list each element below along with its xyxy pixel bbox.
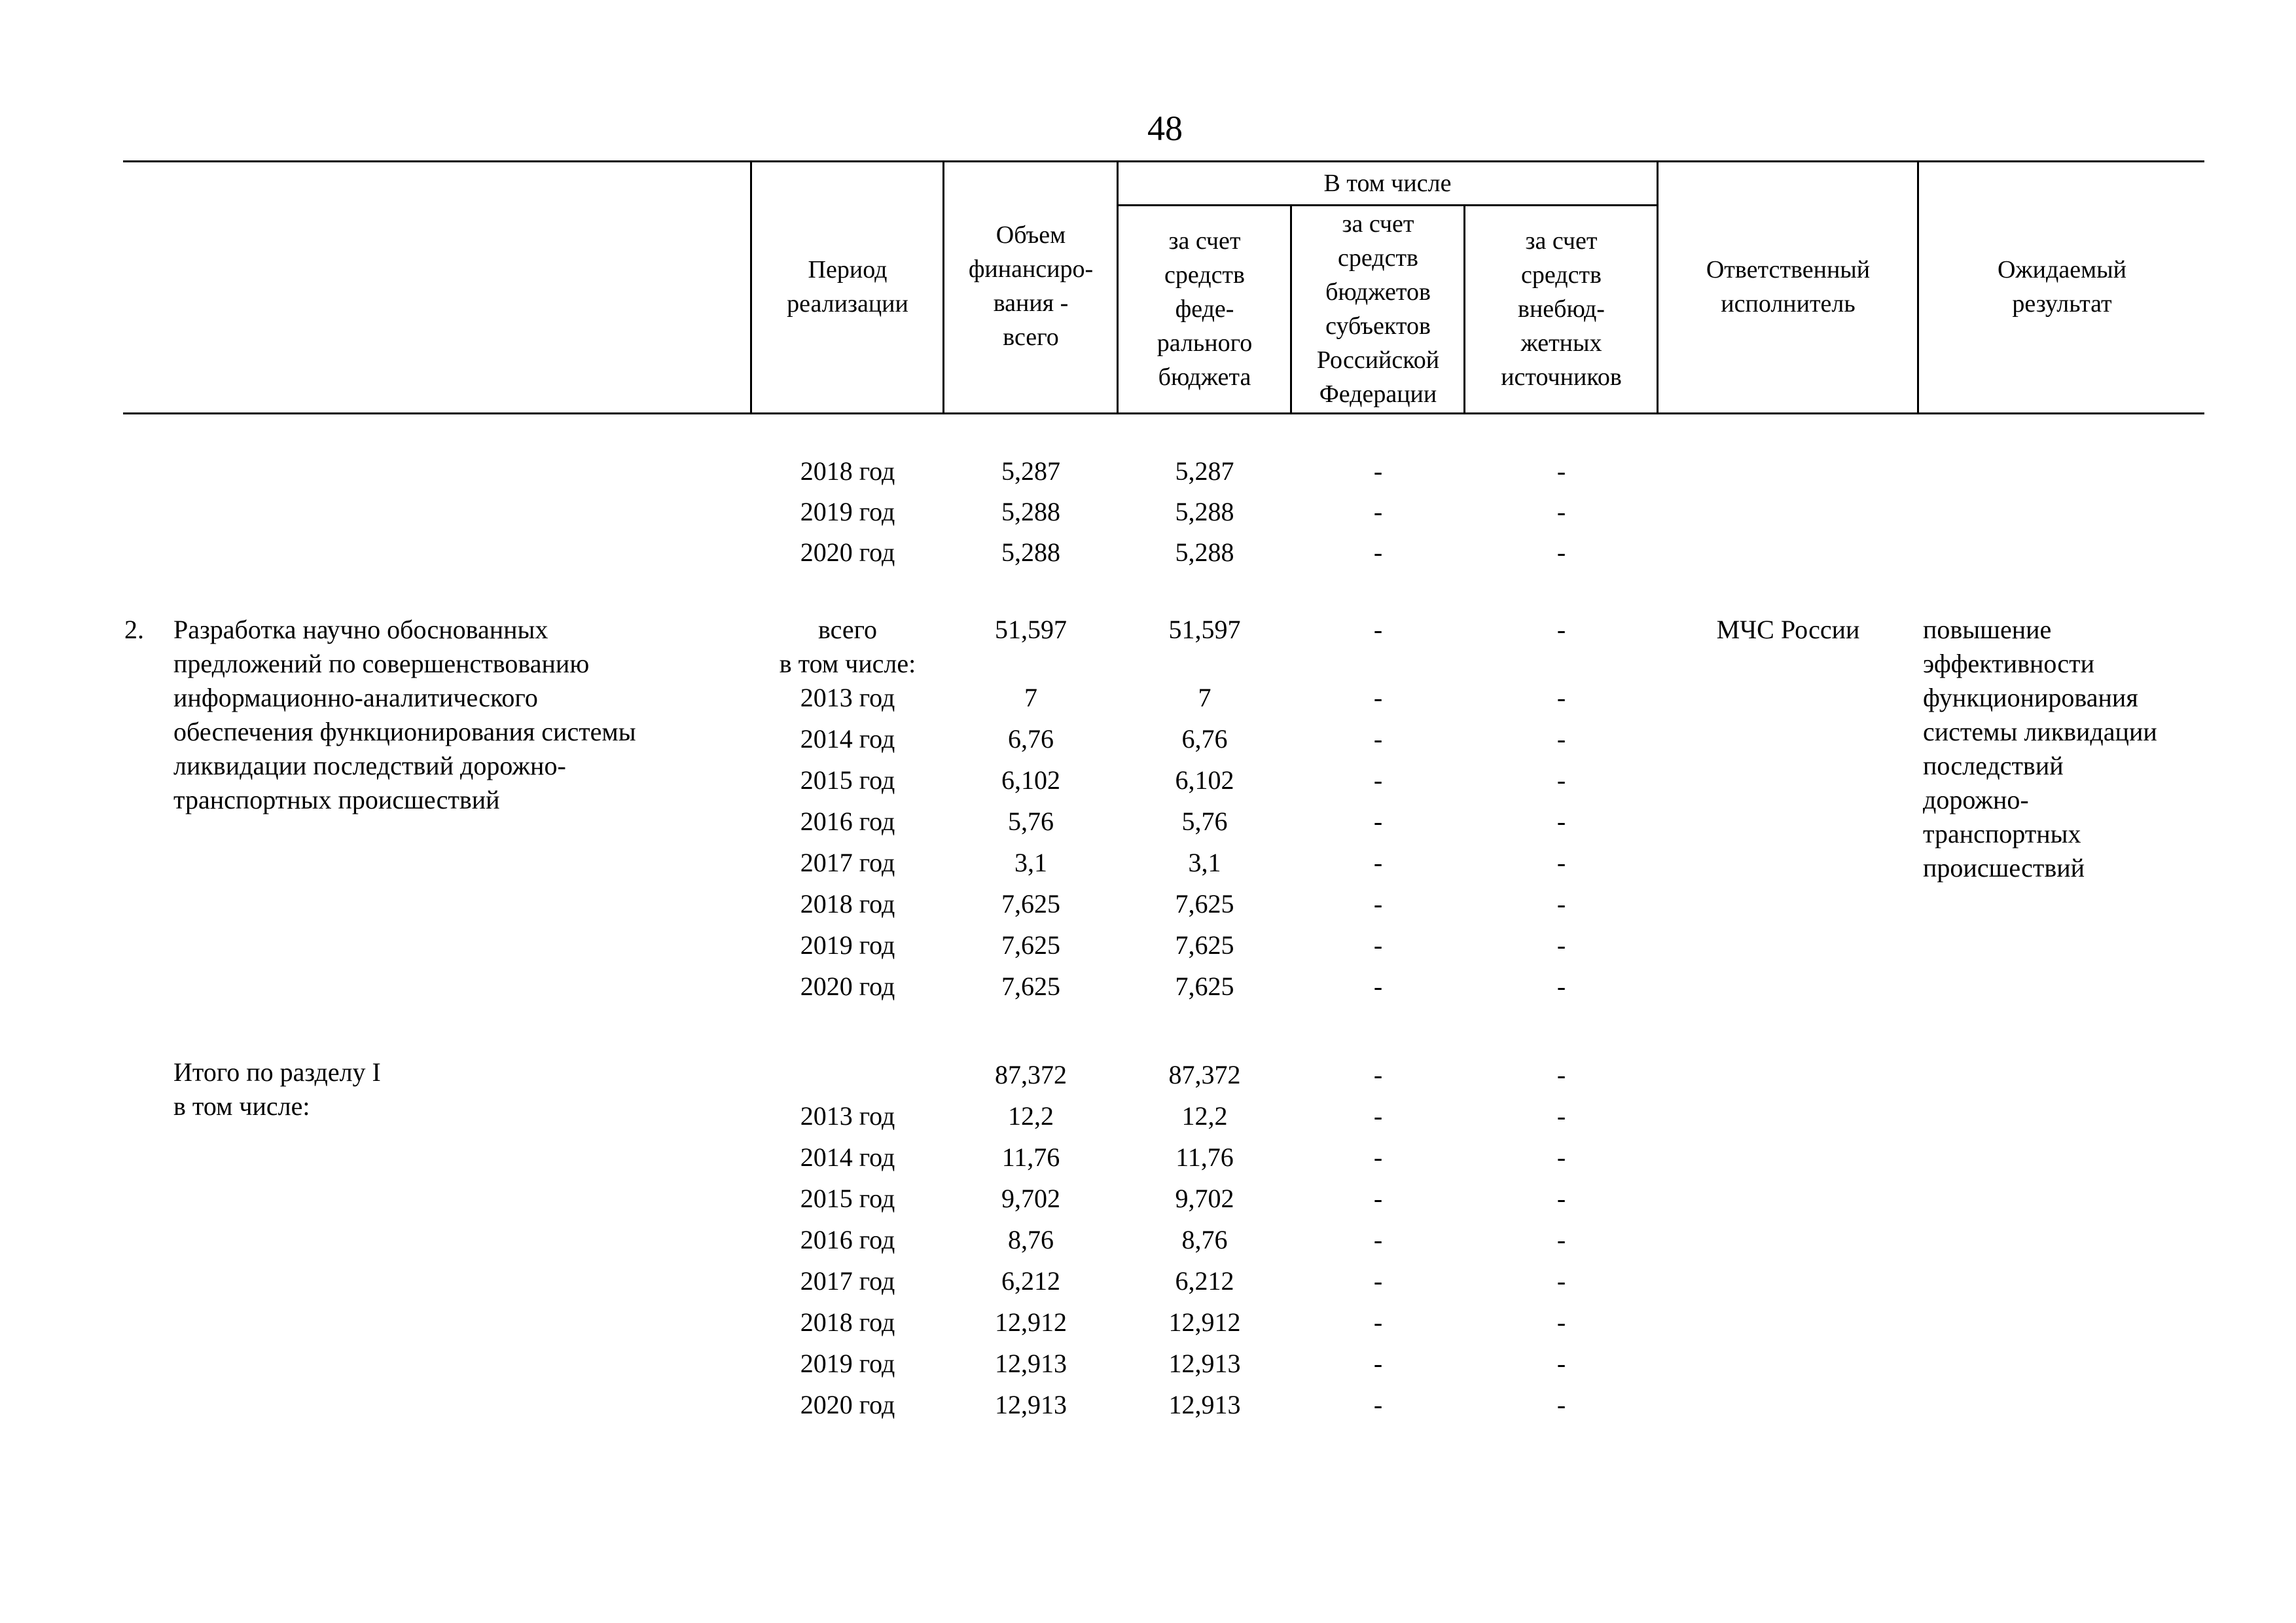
federal-cell: 5,288 bbox=[1175, 538, 1234, 567]
period-cell: 2020 год bbox=[800, 538, 895, 567]
period-cell: 2020 год bbox=[800, 1390, 895, 1419]
table-row bbox=[0, 1099, 2296, 1140]
period-cell: 2016 год bbox=[800, 807, 895, 836]
header-divider bbox=[1917, 160, 1919, 414]
federal-cell: 7,625 bbox=[1175, 930, 1234, 960]
federal-cell: 3,1 bbox=[1188, 848, 1221, 877]
regional-cell: - bbox=[1373, 807, 1383, 836]
period-cell: 2014 год bbox=[800, 724, 895, 754]
federal-cell: 6,102 bbox=[1175, 765, 1234, 795]
regional-cell: - bbox=[1373, 724, 1383, 754]
period-cell: 2018 год bbox=[800, 456, 895, 486]
header-volume: Объем финансиро- вания - всего bbox=[968, 221, 1094, 351]
regional-cell: - bbox=[1373, 1060, 1383, 1089]
extra-cell: - bbox=[1556, 1225, 1566, 1254]
table-row bbox=[0, 536, 2296, 576]
federal-cell: 6,212 bbox=[1175, 1266, 1234, 1296]
table-row bbox=[0, 681, 2296, 721]
period-cell: 2016 год bbox=[800, 1225, 895, 1254]
extra-cell: - bbox=[1556, 1266, 1566, 1296]
table-row bbox=[0, 1388, 2296, 1429]
period-cell: 2018 год bbox=[800, 1307, 895, 1337]
period-cell: 2017 год bbox=[800, 848, 895, 877]
period-cell: 2013 год bbox=[800, 1101, 895, 1131]
header-bottom-rule bbox=[123, 412, 2204, 414]
total-cell: 5,288 bbox=[1001, 497, 1060, 526]
header-period: Период реализации bbox=[787, 256, 908, 318]
extra-cell: - bbox=[1556, 889, 1566, 919]
period-cell: 2019 год bbox=[800, 1349, 895, 1378]
total-cell: 11,76 bbox=[1001, 1142, 1060, 1172]
extra-cell: - bbox=[1556, 615, 1566, 644]
total-cell: 7,625 bbox=[1001, 889, 1060, 919]
federal-cell: 11,76 bbox=[1175, 1142, 1234, 1172]
extra-cell: - bbox=[1556, 1101, 1566, 1131]
federal-cell: 51,597 bbox=[1168, 615, 1241, 644]
header-regional: за счет средств бюджетов субъектов Российской Федерации bbox=[1316, 210, 1440, 408]
section-total-label: Итого по разделу I в том числе: bbox=[173, 1057, 381, 1121]
table-row bbox=[0, 970, 2296, 1010]
item-name: Разработка научно обоснованных предложений по совершенствованию информационно-аналитического обеспечения функционирования системы ликвидации последствий дорожно- транспортных происшествий bbox=[173, 615, 636, 814]
regional-cell: - bbox=[1373, 1349, 1383, 1378]
total-cell: 5,287 bbox=[1001, 456, 1060, 486]
period-cell: 2019 год bbox=[800, 497, 895, 526]
total-cell: 6,102 bbox=[1001, 765, 1060, 795]
extra-cell: - bbox=[1556, 930, 1566, 960]
regional-cell: - bbox=[1373, 456, 1383, 486]
table-row bbox=[0, 1264, 2296, 1305]
regional-cell: - bbox=[1373, 1225, 1383, 1254]
header-divider bbox=[1290, 204, 1292, 414]
header-divider bbox=[750, 160, 752, 414]
extra-cell: - bbox=[1556, 972, 1566, 1001]
table-row bbox=[0, 1182, 2296, 1222]
regional-cell: - bbox=[1373, 1307, 1383, 1337]
federal-cell: 9,702 bbox=[1175, 1184, 1234, 1213]
extra-cell: - bbox=[1556, 456, 1566, 486]
header-result: Ожидаемый результат bbox=[1997, 256, 2126, 318]
extra-cell: - bbox=[1556, 1307, 1566, 1337]
header-divider bbox=[1117, 160, 1119, 414]
period-cell: 2015 год bbox=[800, 765, 895, 795]
header-divider bbox=[1463, 204, 1465, 414]
extra-cell: - bbox=[1556, 1390, 1566, 1419]
regional-cell: - bbox=[1373, 615, 1383, 644]
period-cell: 2014 год bbox=[800, 1142, 895, 1172]
table-row bbox=[0, 1347, 2296, 1387]
header-extrabudget: за счет средств внебюд- жетных источников bbox=[1501, 227, 1622, 391]
table-row bbox=[0, 1140, 2296, 1181]
regional-cell: - bbox=[1373, 1266, 1383, 1296]
federal-cell: 5,287 bbox=[1175, 456, 1234, 486]
executor-cell: МЧС России bbox=[1716, 615, 1860, 644]
header-in-total-group: В том числе bbox=[1323, 170, 1452, 197]
federal-cell: 7,625 bbox=[1175, 889, 1234, 919]
total-cell: 12,912 bbox=[995, 1307, 1067, 1337]
regional-cell: - bbox=[1373, 497, 1383, 526]
extra-cell: - bbox=[1556, 1060, 1566, 1089]
federal-cell: 12,912 bbox=[1168, 1307, 1241, 1337]
extra-cell: - bbox=[1556, 683, 1566, 712]
table-row bbox=[0, 1223, 2296, 1264]
header-federal: за счет средств феде- рального бюджета bbox=[1157, 227, 1253, 391]
period-cell: 2020 год bbox=[800, 972, 895, 1001]
header-executor: Ответственный исполнитель bbox=[1706, 256, 1871, 318]
extra-cell: - bbox=[1556, 848, 1566, 877]
total-cell: 12,913 bbox=[995, 1390, 1067, 1419]
regional-cell: - bbox=[1373, 1390, 1383, 1419]
regional-cell: - bbox=[1373, 1142, 1383, 1172]
header-top-rule bbox=[123, 160, 2204, 162]
extra-cell: - bbox=[1556, 538, 1566, 567]
table-row bbox=[0, 1305, 2296, 1346]
extra-cell: - bbox=[1556, 1184, 1566, 1213]
extra-cell: - bbox=[1556, 807, 1566, 836]
table-row bbox=[0, 1058, 2296, 1099]
total-cell: 12,913 bbox=[995, 1349, 1067, 1378]
regional-cell: - bbox=[1373, 1184, 1383, 1213]
total-cell: 87,372 bbox=[995, 1060, 1067, 1089]
extra-cell: - bbox=[1556, 724, 1566, 754]
federal-cell: 5,76 bbox=[1181, 807, 1228, 836]
regional-cell: - bbox=[1373, 1101, 1383, 1131]
table-row bbox=[0, 846, 2296, 886]
period-cell: 2017 год bbox=[800, 1266, 895, 1296]
period-cell: 2018 год bbox=[800, 889, 895, 919]
regional-cell: - bbox=[1373, 765, 1383, 795]
federal-cell: 5,288 bbox=[1175, 497, 1234, 526]
total-cell: 5,288 bbox=[1001, 538, 1060, 567]
extra-cell: - bbox=[1556, 497, 1566, 526]
extra-cell: - bbox=[1556, 1142, 1566, 1172]
total-cell: 8,76 bbox=[1008, 1225, 1054, 1254]
table-row bbox=[0, 454, 2296, 495]
total-cell: 3,1 bbox=[1014, 848, 1047, 877]
federal-cell: 87,372 bbox=[1168, 1060, 1241, 1089]
total-cell: 51,597 bbox=[995, 615, 1067, 644]
extra-cell: - bbox=[1556, 765, 1566, 795]
total-cell: 9,702 bbox=[1001, 1184, 1060, 1213]
table-row bbox=[0, 495, 2296, 536]
total-cell: 12,2 bbox=[1008, 1101, 1054, 1131]
item-number: 2. bbox=[124, 615, 144, 644]
regional-cell: - bbox=[1373, 538, 1383, 567]
table-row bbox=[0, 613, 2296, 653]
regional-cell: - bbox=[1373, 848, 1383, 877]
federal-cell: 7 bbox=[1198, 683, 1211, 712]
period-cell: всего bbox=[817, 615, 878, 644]
header-divider bbox=[942, 160, 944, 414]
header-group-rule bbox=[1118, 204, 1658, 206]
total-cell: 7,625 bbox=[1001, 930, 1060, 960]
regional-cell: - bbox=[1373, 889, 1383, 919]
federal-cell: 6,76 bbox=[1181, 724, 1228, 754]
total-cell: 5,76 bbox=[1008, 807, 1054, 836]
including-label: в том числе: bbox=[779, 649, 916, 678]
table-row bbox=[0, 887, 2296, 928]
table-row bbox=[0, 928, 2296, 969]
result-cell: повышение эффективности функционирования системы ликвидации последствий дорожно- транспортных происшествий bbox=[1923, 615, 2157, 883]
total-cell: 6,76 bbox=[1008, 724, 1054, 754]
federal-cell: 8,76 bbox=[1181, 1225, 1228, 1254]
page-number: 48 bbox=[1147, 109, 1183, 148]
total-cell: 7 bbox=[1024, 683, 1037, 712]
regional-cell: - bbox=[1373, 683, 1383, 712]
federal-cell: 12,2 bbox=[1181, 1101, 1228, 1131]
federal-cell: 7,625 bbox=[1175, 972, 1234, 1001]
total-cell: 7,625 bbox=[1001, 972, 1060, 1001]
regional-cell: - bbox=[1373, 930, 1383, 960]
total-cell: 6,212 bbox=[1001, 1266, 1060, 1296]
extra-cell: - bbox=[1556, 1349, 1566, 1378]
period-cell: 2015 год bbox=[800, 1184, 895, 1213]
period-cell: 2019 год bbox=[800, 930, 895, 960]
federal-cell: 12,913 bbox=[1168, 1390, 1241, 1419]
table-row bbox=[0, 805, 2296, 845]
header-divider bbox=[1657, 160, 1659, 414]
table-row bbox=[0, 763, 2296, 804]
period-cell: 2013 год bbox=[800, 683, 895, 712]
federal-cell: 12,913 bbox=[1168, 1349, 1241, 1378]
table-row bbox=[0, 722, 2296, 763]
regional-cell: - bbox=[1373, 972, 1383, 1001]
